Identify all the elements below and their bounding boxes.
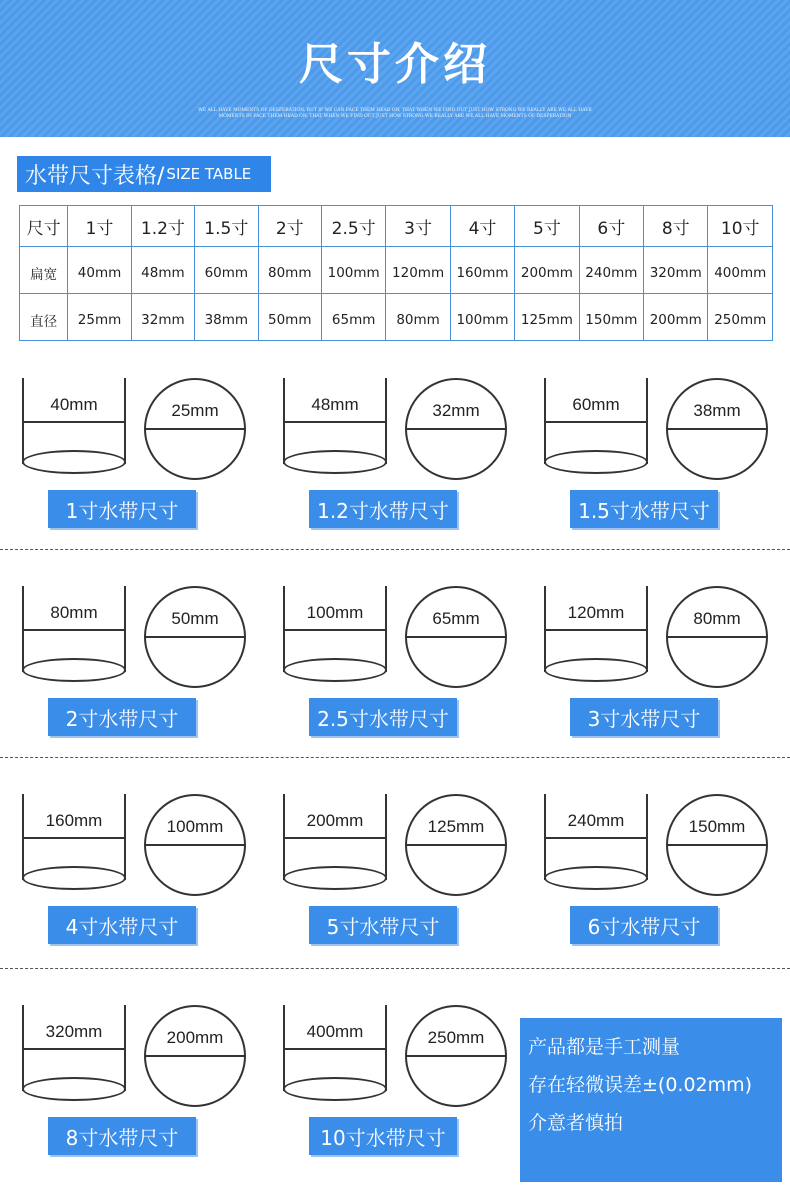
- width-cell: 100mm: [321, 247, 385, 294]
- header-banner: [0, 0, 790, 137]
- hose-item-1-2: [278, 366, 528, 536]
- size-table-diameter-row: [20, 294, 773, 341]
- measurement-note: [520, 1018, 782, 1182]
- page-subtitle: WE ALL HAVE MOMENTS OF DESPERATION, BUT IF WE CAN FACE THEM HEAD ON, THAT WHEN WE FIND OUT JUST HOW STRONG WE REALLY ARE WE ALL HAVE MOMENTS IN FACE THEM HEAD ON, THAT WHEN WE FIND OUT JUST HOW STRONG WE REALLY ARE WE ALL HAVE MOMENTS OF DESPERATION: [198, 108, 592, 119]
- diameter-cell: 80mm: [386, 294, 450, 341]
- flat-hose-diagram: [544, 794, 648, 890]
- width-cell: 160mm: [450, 247, 514, 294]
- width-cell: 240mm: [579, 247, 643, 294]
- diameter-circle-diagram: [405, 378, 507, 480]
- size-table-label-cn: 水带尺寸表格/: [25, 163, 165, 189]
- flat-hose-diagram: [22, 794, 126, 890]
- diameter-circle-diagram: [405, 586, 507, 688]
- size-table: [19, 205, 773, 341]
- diameter-cell: 100mm: [450, 294, 514, 341]
- row-divider: [0, 549, 790, 550]
- size-cell: 1.2寸: [131, 206, 194, 247]
- size-cell: 1寸: [68, 206, 131, 247]
- flat-hose-diagram: [22, 586, 126, 682]
- diameter-circle-diagram: [405, 1005, 507, 1107]
- width-cell: 400mm: [708, 247, 773, 294]
- flat-hose-diagram: [544, 586, 648, 682]
- flat-width-label: 40mm: [50, 395, 98, 414]
- hose-item-4: [17, 782, 267, 952]
- hose-item-1: [17, 366, 267, 536]
- diameter-cell: 50mm: [258, 294, 321, 341]
- diameter-label: 25mm: [171, 401, 219, 420]
- page-title: 尺寸介绍: [299, 39, 491, 90]
- flat-hose-diagram: [283, 794, 387, 890]
- width-row-label: 扁宽: [20, 247, 68, 294]
- diameter-label: 65mm: [432, 609, 480, 628]
- diameter-cell: 25mm: [68, 294, 131, 341]
- diameter-label: 50mm: [171, 609, 219, 628]
- flat-width-label: 120mm: [567, 603, 625, 622]
- diameter-circle-diagram: [666, 794, 768, 896]
- diameter-circle-diagram: [144, 378, 246, 480]
- width-cell: 120mm: [386, 247, 450, 294]
- diameter-label: 80mm: [693, 609, 741, 628]
- diameter-circle-diagram: [144, 1005, 246, 1107]
- diameter-label: 125mm: [427, 817, 485, 836]
- hose-item-2-5: [278, 574, 528, 744]
- flat-width-label: 100mm: [306, 603, 364, 622]
- size-button-5[interactable]: 5寸水带尺寸: [309, 906, 457, 944]
- hose-item-6: [539, 782, 789, 952]
- size-cell: 2寸: [258, 206, 321, 247]
- flat-width-label: 80mm: [50, 603, 98, 622]
- hose-item-5: [278, 782, 528, 952]
- flat-width-label: 160mm: [45, 811, 103, 830]
- flat-width-label: 240mm: [567, 811, 625, 830]
- size-table-label: [17, 156, 271, 192]
- flat-hose-diagram: [283, 586, 387, 682]
- note-line-1: 产品都是手工测量: [528, 1036, 681, 1058]
- hose-item-2: [17, 574, 267, 744]
- diameter-cell: 125mm: [515, 294, 579, 341]
- size-button-3[interactable]: 3寸水带尺寸: [570, 698, 718, 736]
- flat-hose-diagram: [283, 378, 387, 474]
- size-table-width-row: [20, 247, 773, 294]
- diameter-circle-diagram: [144, 586, 246, 688]
- size-table-label-en: SIZE TABLE: [166, 165, 252, 183]
- width-cell: 200mm: [515, 247, 579, 294]
- width-cell: 320mm: [644, 247, 708, 294]
- diameter-cell: 150mm: [579, 294, 643, 341]
- size-button-4[interactable]: 4寸水带尺寸: [48, 906, 196, 944]
- width-cell: 40mm: [68, 247, 131, 294]
- hose-item-1-5: [539, 366, 789, 536]
- size-button-6[interactable]: 6寸水带尺寸: [570, 906, 718, 944]
- diameter-label: 150mm: [688, 817, 746, 836]
- flat-hose-diagram: [283, 1005, 387, 1101]
- size-button-2-5[interactable]: 2.5寸水带尺寸: [309, 698, 457, 736]
- diameter-circle-diagram: [405, 794, 507, 896]
- size-button-1[interactable]: 1寸水带尺寸: [48, 490, 196, 528]
- hose-item-8: [17, 993, 267, 1163]
- size-header-label: 尺寸: [20, 206, 68, 247]
- diameter-label: 250mm: [427, 1028, 485, 1047]
- flat-width-label: 48mm: [311, 395, 359, 414]
- size-table-header-row: [20, 206, 773, 247]
- size-button-8[interactable]: 8寸水带尺寸: [48, 1117, 196, 1155]
- diameter-label: 200mm: [166, 1028, 224, 1047]
- flat-width-label: 60mm: [572, 395, 620, 414]
- size-button-10[interactable]: 10寸水带尺寸: [309, 1117, 457, 1155]
- flat-hose-diagram: [22, 1005, 126, 1101]
- diameter-circle-diagram: [666, 378, 768, 480]
- width-cell: 80mm: [258, 247, 321, 294]
- width-cell: 60mm: [195, 247, 258, 294]
- diameter-row-label: 直径: [20, 294, 68, 341]
- size-cell: 6寸: [579, 206, 643, 247]
- hose-item-10: [278, 993, 528, 1163]
- diameter-cell: 65mm: [321, 294, 385, 341]
- size-cell: 2.5寸: [321, 206, 385, 247]
- size-button-1-2[interactable]: 1.2寸水带尺寸: [309, 490, 457, 528]
- diameter-label: 100mm: [166, 817, 224, 836]
- size-button-2[interactable]: 2寸水带尺寸: [48, 698, 196, 736]
- row-divider: [0, 757, 790, 758]
- row-divider: [0, 968, 790, 969]
- size-cell: 4寸: [450, 206, 514, 247]
- diameter-label: 32mm: [432, 401, 480, 420]
- size-button-1-5[interactable]: 1.5寸水带尺寸: [570, 490, 718, 528]
- flat-hose-diagram: [22, 378, 126, 474]
- flat-hose-diagram: [544, 378, 648, 474]
- size-cell: 3寸: [386, 206, 450, 247]
- note-line-2: 存在轻微误差±(0.02mm): [528, 1074, 753, 1096]
- diameter-cell: 32mm: [131, 294, 194, 341]
- flat-width-label: 320mm: [45, 1022, 103, 1041]
- hose-item-3: [539, 574, 789, 744]
- size-cell: 8寸: [644, 206, 708, 247]
- diameter-circle-diagram: [666, 586, 768, 688]
- width-cell: 48mm: [131, 247, 194, 294]
- size-cell: 10寸: [708, 206, 773, 247]
- diameter-cell: 38mm: [195, 294, 258, 341]
- note-line-3: 介意者慎拍: [528, 1112, 624, 1134]
- diameter-circle-diagram: [144, 794, 246, 896]
- diameter-cell: 250mm: [708, 294, 773, 341]
- flat-width-label: 200mm: [306, 811, 364, 830]
- size-cell: 5寸: [515, 206, 579, 247]
- diameter-label: 38mm: [693, 401, 741, 420]
- size-cell: 1.5寸: [195, 206, 258, 247]
- flat-width-label: 400mm: [306, 1022, 364, 1041]
- diameter-cell: 200mm: [644, 294, 708, 341]
